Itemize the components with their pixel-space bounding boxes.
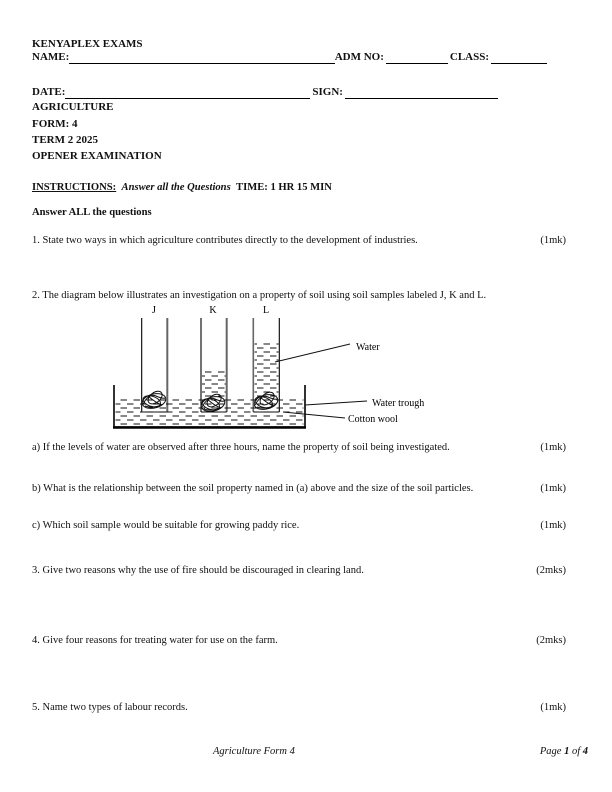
question-5-marks: (1mk) [540, 702, 566, 713]
question-2b-marks: (1mk) [540, 483, 566, 494]
question-2c-text: c) Which soil sample would be suitable for growing paddy rice. [32, 520, 300, 531]
date-blank-line [65, 86, 310, 99]
question-2b-row [32, 482, 566, 495]
form-level: FORM: 4 [32, 118, 78, 130]
question-2-text: 2. The diagram below illustrates an investigation on a property of soil using soil samples labeled J, K and L. [32, 290, 487, 301]
sign-label: SIGN: [312, 86, 343, 98]
answer-all-note: Answer ALL the questions [32, 207, 152, 218]
school-title: KENYAPLEX EXAMS [32, 38, 143, 50]
instructions-time: TIME: 1 HR 15 MIN [236, 182, 332, 193]
water-annotation: Water [356, 342, 380, 353]
question-2c-marks: (1mk) [540, 520, 566, 531]
question-4-text: 4. Give four reasons for treating water for use on the farm. [32, 635, 278, 646]
question-2a-text: a) If the levels of water are observed after three hours, name the property of soil being investigated. [32, 442, 450, 453]
question-3-marks: (2mks) [536, 565, 566, 576]
name-adm-class-row [32, 51, 547, 64]
question-2c-row [32, 519, 566, 532]
term-year: TERM 2 2025 [32, 134, 98, 146]
soil-experiment-diagram [100, 298, 580, 438]
date-label: DATE: [32, 86, 66, 98]
sign-blank-line [345, 86, 498, 99]
water-trough-annotation: Water trough [372, 398, 425, 409]
adm-no-blank-line [386, 51, 448, 64]
question-5-text: 5. Name two types of labour records. [32, 702, 188, 713]
exam-type: OPENER EXAMINATION [32, 150, 162, 162]
tube-l-label: L [262, 305, 270, 316]
question-1-text: 1. State two ways in which agriculture contributes directly to the development of industries. [32, 235, 418, 246]
trough-leader-line [305, 401, 367, 405]
footer-of-word: of [571, 746, 581, 757]
instructions-directive: Answer all the Questions [121, 182, 231, 193]
class-blank-line [491, 51, 547, 64]
footer-page-number [540, 746, 588, 757]
question-1-row [32, 234, 566, 247]
question-3-row [32, 564, 566, 577]
cotton-wool-annotation: Cotton wool [348, 414, 398, 425]
footer-document-title: Agriculture Form 4 [213, 746, 295, 757]
footer-page-current: 1 [564, 746, 570, 757]
tube-j-label: J [152, 305, 156, 316]
date-sign-row [32, 86, 498, 99]
question-1-marks: (1mk) [540, 235, 566, 246]
class-label: CLASS: [449, 51, 489, 63]
water-leader-line [275, 344, 350, 362]
question-2b-text: b) What is the relationship between the soil property named in (a) above and the size of the soil particles. [32, 483, 474, 494]
question-4-row [32, 634, 566, 647]
instructions-line [32, 181, 332, 194]
name-label: NAME: [32, 51, 70, 63]
subject-title: AGRICULTURE [32, 101, 114, 113]
question-2a-row [32, 441, 566, 454]
footer-page-word: Page [539, 746, 562, 757]
question-2a-marks: (1mk) [540, 442, 566, 453]
instructions-label: INSTRUCTIONS: [32, 182, 117, 193]
name-blank-line [69, 51, 334, 64]
question-5-row [32, 701, 566, 714]
tube-k-label: K [209, 305, 217, 316]
footer-page-total: 4 [582, 746, 588, 757]
adm-no-label: ADM NO: [334, 51, 384, 63]
question-3-text: 3. Give two reasons why the use of fire should be discouraged in clearing land. [32, 565, 364, 576]
question-4-marks: (2mks) [536, 635, 566, 646]
